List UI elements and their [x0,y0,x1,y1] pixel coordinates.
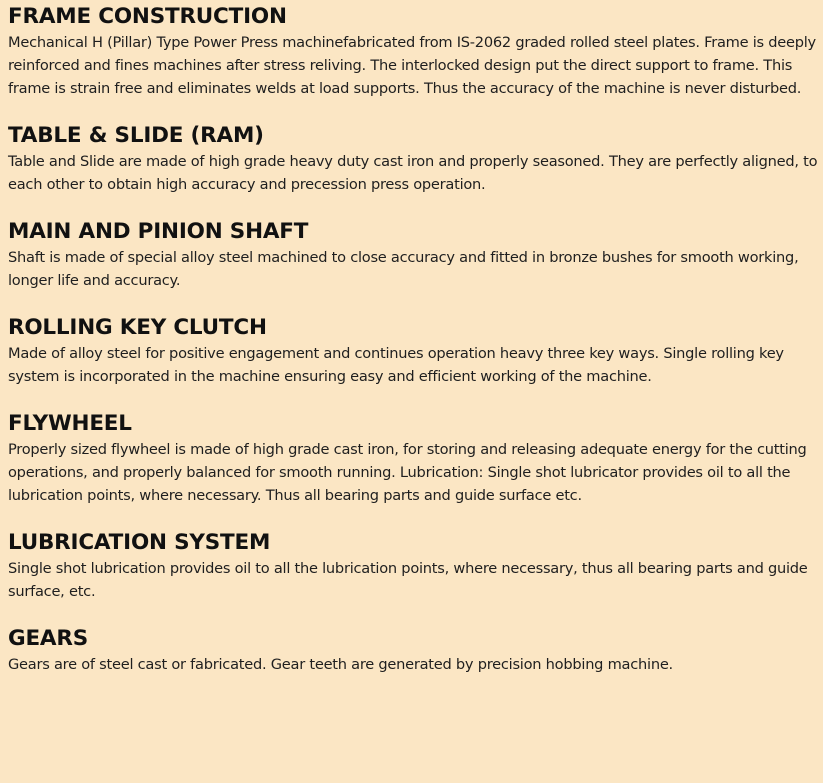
section-flywheel [8,410,823,507]
section-frame-construction [8,3,823,100]
section-title: FRAME CONSTRUCTION [8,4,287,29]
section-body: Properly sized flywheel is made of high grade cast iron, for storing and releasing adequate energy for the cutting operations, and properly balanced for smooth running. Lubrication: Single shot lubricator provides oil to all the lubrication points, where necessary. Thus all bearing parts and guide surface etc. [8,441,807,504]
section-title: LUBRICATION SYSTEM [8,530,271,555]
section-body: Made of alloy steel for positive engagement and continues operation heavy three key ways. Single rolling key system is incorporated in the machine ensuring easy and efficient working of the machine. [8,345,784,385]
section-title: MAIN AND PINION SHAFT [8,219,309,244]
section-rolling-key-clutch [8,314,823,388]
section-body: Shaft is made of special alloy steel machined to close accuracy and fitted in bronze bushes for smooth working, longer life and accuracy. [8,249,799,289]
section-title: TABLE & SLIDE (RAM) [8,123,264,148]
section-title: FLYWHEEL [8,411,132,436]
section-table-slide [8,122,823,196]
section-body: Gears are of steel cast or fabricated. Gear teeth are generated by precision hobbing machine. [8,656,673,673]
section-title: ROLLING KEY CLUTCH [8,315,267,340]
section-body: Single shot lubrication provides oil to all the lubrication points, where necessary, thus all bearing parts and guide surface, etc. [8,560,808,600]
section-main-pinion-shaft [8,218,823,292]
section-title: GEARS [8,626,89,651]
section-body: Table and Slide are made of high grade heavy duty cast iron and properly seasoned. They are perfectly aligned, to each other to obtain high accuracy and precession press operation. [8,153,818,193]
section-lubrication-system [8,529,823,603]
section-body: Mechanical H (Pillar) Type Power Press machinefabricated from IS-2062 graded rolled steel plates. Frame is deeply reinforced and fines machines after stress reliving. The interlocked design put the direct support to frame. This frame is strain free and eliminates welds at load supports. Thus the accuracy of the machine is never disturbed. [8,34,816,97]
section-gears [8,625,823,676]
